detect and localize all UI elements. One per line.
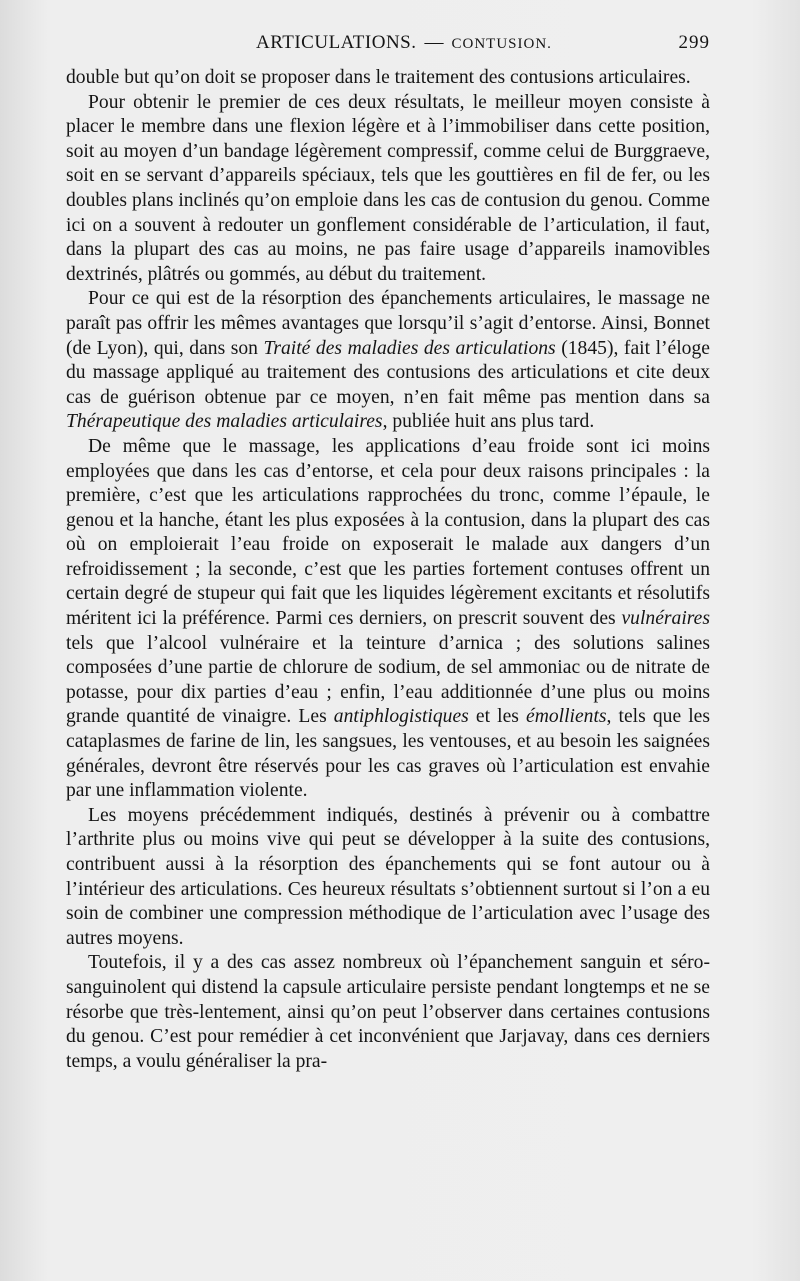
italic-title: antiphlogistiques [333,706,469,728]
italic-title: vulnéraires [621,608,710,630]
text-run: , publiée huit ans plus tard. [382,411,595,433]
paragraph [66,435,710,804]
text-run: et les [468,706,526,728]
body-text [66,66,710,1074]
text-run: (1845), fait l’éloge du massage appliqué au traitement des contusions des articulations et cite deux cas de guérison obtenue par ce moyen, n’en fait même pas mention dans sa [66,337,710,408]
text-run: De même que le massage, les applications d’eau froide sont ici moins employées que dans les cas d’entorse, et cela pour deux raisons principales : la première, c’est que les articulations rapprochées du tronc, comme l’épaule, le genou et la hanche, étant les plus exposées à la contusion, dans la plupart des cas où on emploierait l’eau froide on exposerait le malade aux dangers d’un refroidissement ; la seconde, c’est que les parties fortement contuses offrent un certain degré de stupeur qui fait que les liquides légèrement excitants et résolutifs méritent ici la préférence. Parmi ces derniers, on prescrit souvent des [66,435,710,630]
section-title: CONTUSION. [451,36,552,52]
running-title: ARTICULATIONS. [256,32,417,53]
paragraph [66,287,710,435]
italic-title: émollients [526,706,607,728]
running-header [66,32,710,54]
text-run: tels que l’alcool vulnéraire et la teinture d’arnica ; des solutions salines composées d’une partie de chlorure de sodium, de sel ammoniac ou de nitrate de potasse, pour dix parties d’eau ; enfin, l’eau additionnée d’une plus ou moins grande quantité de vinaigre. Les [66,632,710,728]
text-run: Pour ce qui est de la résorption des épanchements articulaires, le massage ne paraît pas offrir les mêmes avantages que lorsqu’il s’agit d’entorse. Ainsi, Bonnet (de Lyon), qui, dans son [66,288,710,359]
page-number: 299 [678,32,710,53]
text-run: , tels que les cataplasmes de farine de lin, les sangsues, les ventouses, et au besoin les saignées générales, devront être réservés pour les cas graves où l’articulation est envahie par une inflammation violente. [66,706,711,802]
paragraph [66,804,710,952]
italic-title: Traité des maladies des articulations [263,337,556,359]
text-run: Toutefois, il y a des cas assez nombreux où l’épanchement sanguin et séro-sanguinolent qui distend la capsule articulaire persiste pendant longtemps et ne se résorbe que très-lentement, ainsi qu’on peut l’observer dans certaines contusions du genou. C’est pour remédier à cet inconvénient que Jarjavay, dans ces derniers temps, a voulu généraliser la pra- [66,952,710,1072]
italic-title: Thérapeutique des maladies articulaires [66,411,383,433]
paragraph [66,951,710,1074]
text-run: Pour obtenir le premier de ces deux résultats, le meilleur moyen consiste à placer le membre dans une flexion légère et à l’immobiliser dans cette position, soit au moyen d’un bandage légèrement compressif, comme celui de Burggraeve, soit en se servant d’appareils spéciaux, tels que les gouttières en fil de fer, ou les doubles plans inclinés qu’on emploie dans les cas de contusion du genou. Comme ici on a souvent à redouter un gonflement considérable de l’articulation, il faut, dans la plupart des cas au moins, ne pas faire usage d’appareils inamovibles dextrinés, plâtrés ou gommés, au début du traitement. [66,91,710,285]
header-dash: — [424,32,444,53]
text-run: Les moyens précédemment indiqués, destinés à prévenir ou à combattre l’arthrite plus ou moins vive qui peut se développer à la suite des contusions, contribuent aussi à la résorption des épanchements qui se font autour ou à l’intérieur des articulations. Ces heureux résultats s’obtiennent surtout si l’on a eu soin de combiner une compression méthodique de l’articulation avec l’usage des autres moyens. [66,804,710,949]
paragraph [66,66,710,91]
text-run: double but qu’on doit se proposer dans le traitement des contusions articulaires. [66,67,691,88]
paragraph [66,91,710,288]
